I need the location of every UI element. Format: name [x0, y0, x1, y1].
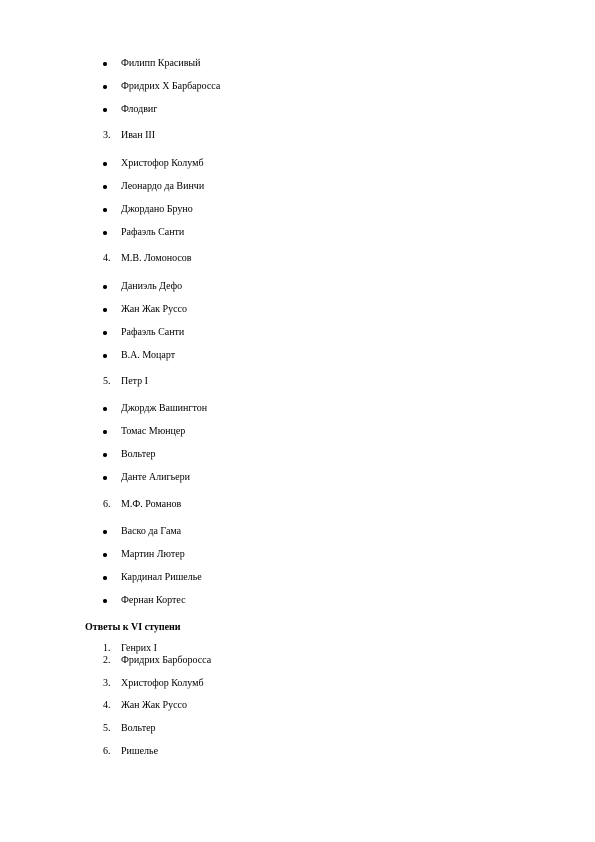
bullet-marker: [103, 354, 107, 358]
number-marker: 4.: [103, 253, 111, 264]
answer-item-text: Фридрих Барборосса: [121, 655, 212, 666]
list-item-text: Филипп Красивый: [121, 58, 201, 69]
list-item-text: Петр I: [121, 376, 148, 387]
list-item-text: Мартин Лютер: [121, 549, 185, 560]
bullet-marker: [103, 553, 107, 557]
list-item-text: Джордж Вашингтон: [121, 403, 208, 414]
bullet-marker: [103, 185, 107, 189]
bullet-marker: [103, 331, 107, 335]
bullet-marker: [103, 108, 107, 112]
bullet-marker: [103, 85, 107, 89]
list-item-text: Рафаэль Санти: [121, 327, 185, 338]
number-marker: 5.: [103, 376, 111, 387]
list-item-text: Даниэль Дефо: [121, 281, 183, 292]
answer-item-text: Вольтер: [121, 723, 156, 734]
list-item-text: Христофор Колумб: [121, 158, 204, 169]
bullet-marker: [103, 231, 107, 235]
list-item-text: Жан Жак Руссо: [121, 304, 187, 315]
number-marker: 1.: [103, 643, 111, 654]
list-item-text: М.В. Ломоносов: [121, 253, 192, 264]
list-item-text: Данте Алигьери: [121, 472, 190, 483]
list-item-text: Рафаэль Санти: [121, 227, 185, 238]
bullet-marker: [103, 407, 107, 411]
list-item-text: Фридрих Х Барбаросса: [121, 81, 221, 92]
bullet-marker: [103, 62, 107, 66]
number-marker: 4.: [103, 700, 111, 711]
list-item-text: Васко да Гама: [121, 526, 182, 537]
list-item-text: Леонардо да Винчи: [121, 181, 205, 192]
list-item-text: В.А. Моцарт: [121, 350, 176, 361]
number-marker: 5.: [103, 723, 111, 734]
answers-heading: Ответы к VI ступени: [85, 622, 181, 633]
answer-item-text: Христофор Колумб: [121, 678, 204, 689]
number-marker: 2.: [103, 655, 111, 666]
list-item-text: Фернан Кортес: [121, 595, 186, 606]
list-item-text: Иван III: [121, 130, 156, 141]
number-marker: 6.: [103, 499, 111, 510]
bullet-marker: [103, 599, 107, 603]
number-marker: 3.: [103, 678, 111, 689]
bullet-marker: [103, 530, 107, 534]
number-marker: 6.: [103, 746, 111, 757]
list-item-text: М.Ф. Романов: [121, 499, 182, 510]
bullet-marker: [103, 208, 107, 212]
list-item-text: Флодвиг: [121, 104, 158, 115]
bullet-marker: [103, 576, 107, 580]
answer-item-text: Ришелье: [121, 746, 159, 757]
list-item-text: Кардинал Ришелье: [121, 572, 202, 583]
bullet-marker: [103, 162, 107, 166]
bullet-marker: [103, 285, 107, 289]
bullet-marker: [103, 430, 107, 434]
bullet-marker: [103, 453, 107, 457]
bullet-marker: [103, 476, 107, 480]
list-item-text: Томас Мюнцер: [121, 426, 186, 437]
list-item-text: Вольтер: [121, 449, 156, 460]
answer-item-text: Жан Жак Руссо: [121, 700, 187, 711]
number-marker: 3.: [103, 130, 111, 141]
bullet-marker: [103, 308, 107, 312]
list-item-text: Джордано Бруно: [121, 204, 193, 215]
answer-item-text: Генрих I: [121, 643, 157, 654]
